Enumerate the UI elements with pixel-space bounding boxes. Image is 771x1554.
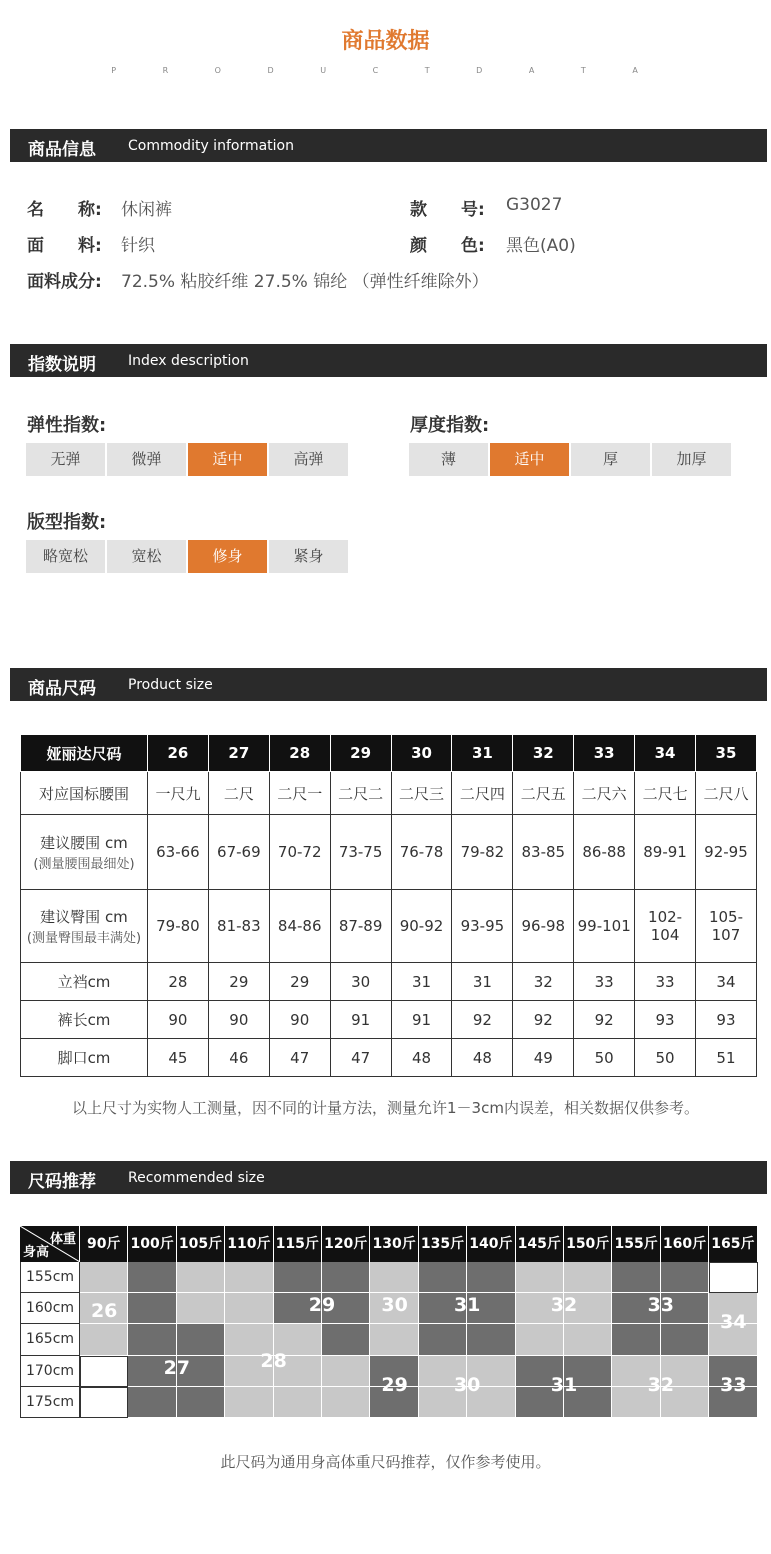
size-table-cell: 90 xyxy=(269,1001,330,1039)
elastic-option-chip: 无弹 xyxy=(26,443,105,476)
size-table-cell: 76-78 xyxy=(391,815,452,890)
page-subtitle: P R O D U C T D A T A xyxy=(111,66,660,75)
size-block-cell xyxy=(661,1262,709,1293)
size-table-cell: 93-95 xyxy=(452,890,513,963)
size-block-cell xyxy=(177,1324,225,1355)
size-block-cell xyxy=(419,1262,467,1293)
fit-option-chip: 紧身 xyxy=(269,540,348,573)
size-table-cell: 73-75 xyxy=(330,815,391,890)
size-header-label: 娅丽达尺码 xyxy=(21,735,148,772)
section-title-cn: 商品尺码 xyxy=(28,679,96,699)
size-header-cell: 27 xyxy=(208,735,269,772)
recommended-size-label: 32 xyxy=(647,1373,675,1396)
size-block-cell xyxy=(128,1293,176,1324)
corner-diagonal xyxy=(20,1226,80,1262)
recommended-size-label: 26 xyxy=(90,1300,118,1323)
size-block-cell xyxy=(612,1324,660,1355)
size-row-label-text: 裤长cm xyxy=(57,1011,111,1029)
size-table-cell: 28 xyxy=(148,963,209,1001)
size-table-cell: 92 xyxy=(513,1001,574,1039)
size-table-cell: 87-89 xyxy=(330,890,391,963)
size-table-row xyxy=(21,1039,757,1077)
size-table-cell: 31 xyxy=(391,963,452,1001)
size-table-row xyxy=(21,815,757,890)
weight-header-cell: 140斤 xyxy=(467,1226,515,1262)
recommended-size-label: 29 xyxy=(381,1373,408,1396)
size-block-cell xyxy=(274,1262,322,1293)
section-title-en: Index description xyxy=(128,353,249,369)
size-table-cell: 48 xyxy=(391,1039,452,1077)
recommended-size-label: 31 xyxy=(550,1373,578,1396)
size-table-cell: 45 xyxy=(148,1039,209,1077)
fit-index-label: 版型指数: xyxy=(27,512,107,533)
size-header-cell: 30 xyxy=(391,735,452,772)
section-title-en: Recommended size xyxy=(128,1170,265,1186)
style-key: 款 号: xyxy=(410,200,485,220)
size-block-cell xyxy=(177,1262,225,1293)
weight-header-cell: 100斤 xyxy=(128,1226,176,1262)
corner-weight-label: 体重 xyxy=(49,1232,76,1247)
section-title-cn: 尺码推荐 xyxy=(28,1172,96,1192)
size-table-cell: 32 xyxy=(513,963,574,1001)
weight-header-cell: 110斤 xyxy=(225,1226,273,1262)
size-header-cell: 34 xyxy=(635,735,696,772)
elastic-option-chip: 高弹 xyxy=(269,443,348,476)
size-table-row xyxy=(21,963,757,1001)
size-table-cell: 29 xyxy=(269,963,330,1001)
thickness-option-chip: 厚 xyxy=(571,443,650,476)
size-table-cell: 二尺 xyxy=(208,772,269,815)
weight-header-cell: 120斤 xyxy=(322,1226,370,1262)
size-block-cell xyxy=(322,1262,370,1293)
size-block-cell xyxy=(322,1356,370,1387)
size-block-cell xyxy=(177,1387,225,1418)
size-row-label-text: 建议腰围 cm xyxy=(40,834,128,852)
size-table-cell: 91 xyxy=(391,1001,452,1039)
size-table-cell: 99-101 xyxy=(574,890,635,963)
weight-height-corner xyxy=(20,1226,80,1262)
size-header-cell: 33 xyxy=(574,735,635,772)
size-table-cell: 47 xyxy=(330,1039,391,1077)
size-block-cell xyxy=(225,1262,273,1293)
size-table-cell: 63-66 xyxy=(148,815,209,890)
size-table-cell: 81-83 xyxy=(208,890,269,963)
size-row-label-text: 建议臀围 cm xyxy=(40,908,128,926)
thickness-index-label: 厚度指数: xyxy=(410,415,490,436)
thickness-option-chip: 薄 xyxy=(409,443,488,476)
name-value: 休闲裤 xyxy=(121,200,172,220)
size-table-cell: 50 xyxy=(574,1039,635,1077)
size-table-cell: 86-88 xyxy=(574,815,635,890)
size-table-cell: 50 xyxy=(635,1039,696,1077)
recommend-note: 此尺码为通用身高体重尺码推荐，仅作参考使用。 xyxy=(220,1453,551,1471)
recommended-size-label: 30 xyxy=(453,1373,481,1396)
size-block-cell xyxy=(322,1324,370,1355)
size-table-cell: 二尺五 xyxy=(513,772,574,815)
size-table-cell: 49 xyxy=(513,1039,574,1077)
size-note: 以上尺寸为实物人工测量，因不同的计量方法，测量允许1－3cm内误差，相关数据仅供参考。 xyxy=(72,1099,699,1117)
size-table-cell: 二尺三 xyxy=(391,772,452,815)
fit-option-chip: 修身 xyxy=(188,540,267,573)
fabric-key: 面 料: xyxy=(27,236,102,256)
weight-header-cell: 90斤 xyxy=(80,1226,128,1262)
size-block-cell xyxy=(80,1387,128,1418)
size-table-cell: 48 xyxy=(452,1039,513,1077)
size-table-cell: 92-95 xyxy=(696,815,757,890)
size-table-cell: 二尺二 xyxy=(330,772,391,815)
size-header-cell: 26 xyxy=(148,735,209,772)
size-table-cell: 二尺四 xyxy=(452,772,513,815)
size-table-cell: 33 xyxy=(635,963,696,1001)
size-table-cell: 83-85 xyxy=(513,815,574,890)
weight-header-cell: 165斤 xyxy=(709,1226,757,1262)
color-value: 黑色(A0) xyxy=(506,236,576,256)
weight-header-cell: 115斤 xyxy=(274,1226,322,1262)
size-table-cell: 67-69 xyxy=(208,815,269,890)
size-block-cell xyxy=(661,1324,709,1355)
elastic-index-label: 弹性指数: xyxy=(27,415,107,436)
size-block-cell xyxy=(80,1356,128,1387)
size-header-cell: 35 xyxy=(696,735,757,772)
size-table-cell: 二尺八 xyxy=(696,772,757,815)
size-table-cell: 70-72 xyxy=(269,815,330,890)
size-table-cell: 79-82 xyxy=(452,815,513,890)
size-block-cell xyxy=(419,1324,467,1355)
name-key: 名 称: xyxy=(27,200,102,220)
size-table-cell: 92 xyxy=(452,1001,513,1039)
height-label-cell: 155cm xyxy=(20,1262,80,1293)
size-row-label xyxy=(21,890,148,963)
size-table-cell: 46 xyxy=(208,1039,269,1077)
size-block-cell xyxy=(128,1262,176,1293)
elastic-option-chip: 适中 xyxy=(188,443,267,476)
size-block-cell xyxy=(467,1262,515,1293)
height-label-cell: 160cm xyxy=(20,1293,80,1324)
recommended-size-label: 34 xyxy=(720,1311,747,1334)
section-title-cn: 商品信息 xyxy=(28,140,96,160)
size-table-cell: 33 xyxy=(574,963,635,1001)
fabric-value: 针织 xyxy=(121,236,155,256)
size-table-header xyxy=(21,735,757,772)
size-row-label-text: 脚口cm xyxy=(57,1049,111,1067)
size-table-cell: 30 xyxy=(330,963,391,1001)
recommend-section-bar xyxy=(10,1161,767,1194)
style-value: G3027 xyxy=(506,195,563,215)
height-label-cell: 175cm xyxy=(20,1387,80,1418)
elastic-option-chip: 微弹 xyxy=(107,443,186,476)
weight-header-cell: 150斤 xyxy=(564,1226,612,1262)
size-row-label xyxy=(21,772,148,815)
size-table-cell: 31 xyxy=(452,963,513,1001)
size-block-cell xyxy=(370,1324,418,1355)
size-table-cell: 一尺九 xyxy=(148,772,209,815)
size-block-cell xyxy=(612,1262,660,1293)
size-table-row xyxy=(21,772,757,815)
size-block-cell xyxy=(128,1324,176,1355)
height-label-cell: 170cm xyxy=(20,1356,80,1387)
size-row-sublabel: (测量腰围最细处) xyxy=(33,857,135,872)
size-table-row xyxy=(21,1001,757,1039)
size-row-label xyxy=(21,963,148,1001)
size-block-cell xyxy=(225,1387,273,1418)
size-block-cell xyxy=(467,1324,515,1355)
size-table-cell: 90 xyxy=(148,1001,209,1039)
recommended-size-label: 33 xyxy=(647,1294,675,1317)
size-table-cell: 34 xyxy=(696,963,757,1001)
size-row-label xyxy=(21,1039,148,1077)
weight-header-cell: 135斤 xyxy=(419,1226,467,1262)
fit-option-chip: 宽松 xyxy=(107,540,186,573)
recommended-size-label: 29 xyxy=(308,1294,336,1317)
size-block-cell xyxy=(128,1387,176,1418)
recommended-size-label: 30 xyxy=(381,1294,408,1317)
size-block-cell xyxy=(564,1324,612,1355)
size-table-cell: 91 xyxy=(330,1001,391,1039)
size-block-cell xyxy=(322,1387,370,1418)
recommended-size-label: 32 xyxy=(550,1294,578,1317)
size-block-cell xyxy=(370,1262,418,1293)
weight-header-cell: 155斤 xyxy=(612,1226,660,1262)
composition-key: 面料成分: xyxy=(27,272,102,292)
thickness-option-chip: 适中 xyxy=(490,443,569,476)
size-table-cell: 47 xyxy=(269,1039,330,1077)
size-header-cell: 31 xyxy=(452,735,513,772)
size-table-cell: 二尺六 xyxy=(574,772,635,815)
size-row-label-text: 立裆cm xyxy=(57,973,111,991)
weight-header-cell: 145斤 xyxy=(516,1226,564,1262)
fit-option-chip: 略宽松 xyxy=(26,540,105,573)
size-block-cell xyxy=(80,1262,128,1293)
size-table-cell: 二尺七 xyxy=(635,772,696,815)
size-block-cell xyxy=(177,1293,225,1324)
composition-value: 72.5% 粘胶纤维 27.5% 锦纶 （弹性纤维除外） xyxy=(121,272,489,292)
size-table-cell: 96-98 xyxy=(513,890,574,963)
recommended-size-label: 27 xyxy=(163,1356,191,1379)
size-row-label-text: 对应国标腰围 xyxy=(38,784,129,803)
size-table-cell: 105-107 xyxy=(696,890,757,963)
size-table-cell: 102-104 xyxy=(635,890,696,963)
corner-height-label: 身高 xyxy=(23,1245,50,1260)
weight-header-cell: 160斤 xyxy=(661,1226,709,1262)
size-block-cell xyxy=(564,1262,612,1293)
size-header-cell: 29 xyxy=(330,735,391,772)
size-row-label xyxy=(21,815,148,890)
commodity-info xyxy=(0,0,771,300)
size-block-cell xyxy=(225,1293,273,1324)
size-section-bar xyxy=(10,668,767,701)
size-table-row xyxy=(21,890,757,963)
size-table-cell: 29 xyxy=(208,963,269,1001)
page-title: 商品数据 xyxy=(341,29,430,54)
section-title-en: Commodity information xyxy=(128,138,294,154)
size-table xyxy=(20,734,757,1077)
size-block-cell xyxy=(516,1262,564,1293)
size-header-cell: 32 xyxy=(513,735,574,772)
section-title-en: Product size xyxy=(128,677,213,693)
size-block-cell xyxy=(516,1324,564,1355)
height-label-cell: 165cm xyxy=(20,1324,80,1355)
size-table-cell: 89-91 xyxy=(635,815,696,890)
index-section-bar xyxy=(10,344,767,377)
size-table-cell: 79-80 xyxy=(148,890,209,963)
size-table-cell: 二尺一 xyxy=(269,772,330,815)
size-table-cell: 84-86 xyxy=(269,890,330,963)
size-block-cell xyxy=(274,1387,322,1418)
thickness-option-chip: 加厚 xyxy=(652,443,731,476)
size-table-cell: 93 xyxy=(635,1001,696,1039)
size-table-cell: 92 xyxy=(574,1001,635,1039)
size-row-sublabel: (测量臀围最丰满处) xyxy=(26,931,142,946)
section-title-cn: 指数说明 xyxy=(28,355,96,375)
recommended-size-label: 33 xyxy=(720,1373,747,1396)
size-table-cell: 51 xyxy=(696,1039,757,1077)
color-key: 颜 色: xyxy=(410,236,485,256)
weight-header-cell: 130斤 xyxy=(370,1226,418,1262)
recommended-size-label: 28 xyxy=(260,1350,287,1373)
size-table-cell: 90-92 xyxy=(391,890,452,963)
size-header-cell: 28 xyxy=(269,735,330,772)
size-row-label xyxy=(21,1001,148,1039)
weight-header-cell: 105斤 xyxy=(177,1226,225,1262)
size-table-cell: 90 xyxy=(208,1001,269,1039)
size-block-cell xyxy=(709,1262,757,1293)
recommended-size-label: 31 xyxy=(453,1294,481,1317)
size-block-cell xyxy=(80,1324,128,1355)
size-table-cell: 93 xyxy=(696,1001,757,1039)
